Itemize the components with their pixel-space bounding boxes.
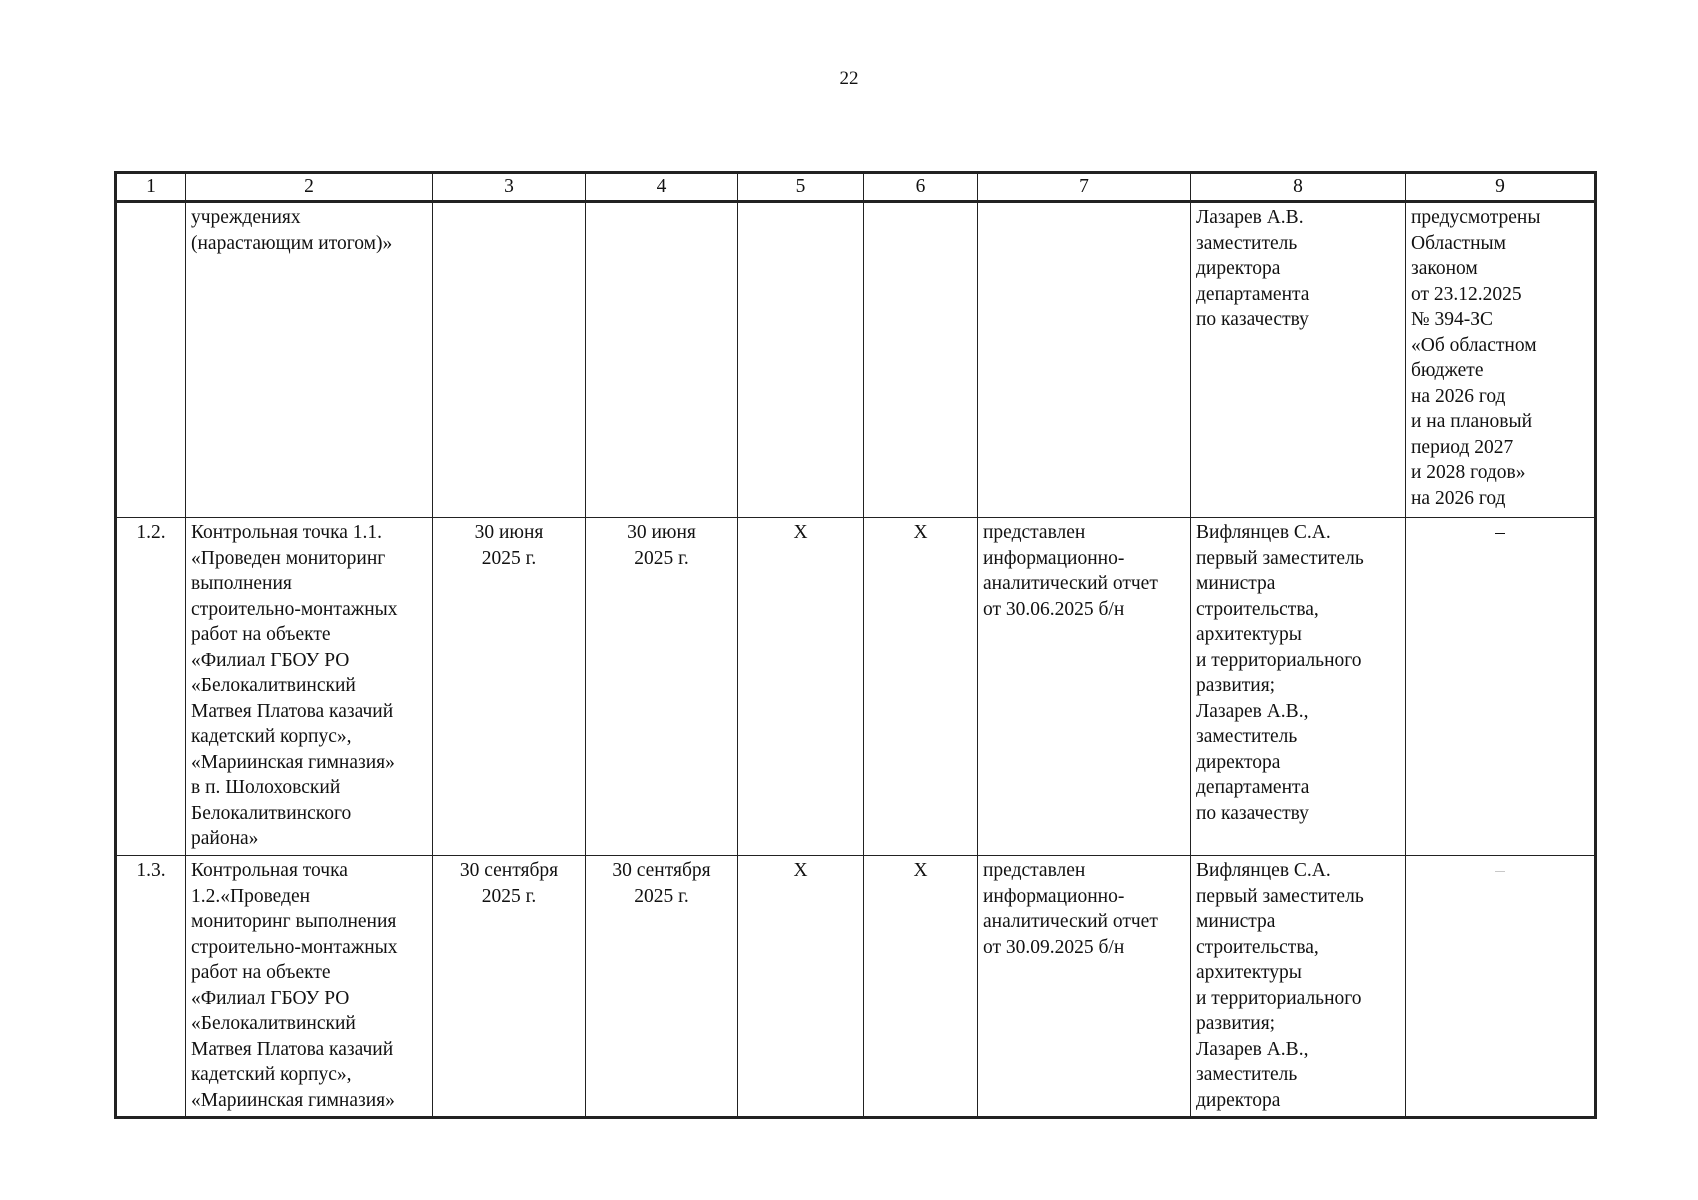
responsible-cell: Вифлянцев С.А. первый заместитель министра строительства, архитектуры и территориального развития; Лазарев А.В., заместитель директора департамента по казачеству — [1191, 518, 1406, 856]
table-row — [116, 518, 1596, 856]
table-row — [116, 856, 1596, 1118]
event-name-cell: учреждениях (нарастающим итогом)» — [186, 202, 433, 518]
column-header-8: 8 — [1191, 173, 1406, 202]
actual-date-cell — [586, 202, 738, 518]
funding-cell: – — [1406, 518, 1596, 856]
col6-cell: Х — [864, 856, 978, 1118]
column-header-7: 7 — [978, 173, 1191, 202]
actual-date-cell: 30 сентября 2025 г. — [586, 856, 738, 1118]
column-header-4: 4 — [586, 173, 738, 202]
row-number-cell: 1.2. — [116, 518, 186, 856]
funding-cell: предусмотрены Областным законом от 23.12.2025 № 394-ЗС «Об областном бюджете на 2026 год и на плановый период 2027 и 2028 годов» на 2026 год — [1406, 202, 1596, 518]
col6-cell: Х — [864, 518, 978, 856]
col5-cell: Х — [738, 518, 864, 856]
table-row — [116, 202, 1596, 518]
col5-cell — [738, 202, 864, 518]
planned-date-cell — [433, 202, 586, 518]
responsible-cell: Вифлянцев С.А. первый заместитель министра строительства, архитектуры и территориального развития; Лазарев А.В., заместитель директора — [1191, 856, 1406, 1118]
table-header-row — [116, 173, 1596, 202]
column-header-2: 2 — [186, 173, 433, 202]
event-name-cell: Контрольная точка 1.1. «Проведен мониторинг выполнения строительно-монтажных работ на объекте «Филиал ГБОУ РО «Белокалитвинский Матвея Платова казачий кадетский корпус», «Мариинская гимназия» в п. Шолоховский Белокалитвинского района» — [186, 518, 433, 856]
planned-date-cell: 30 июня 2025 г. — [433, 518, 586, 856]
result-cell: представлен информационно- аналитический отчет от 30.06.2025 б/н — [978, 518, 1191, 856]
column-header-5: 5 — [738, 173, 864, 202]
col6-cell — [864, 202, 978, 518]
page-number: 22 — [839, 68, 859, 89]
column-header-3: 3 — [433, 173, 586, 202]
column-header-9: 9 — [1406, 173, 1596, 202]
result-cell: представлен информационно- аналитический отчет от 30.09.2025 б/н — [978, 856, 1191, 1118]
event-name-cell: Контрольная точка 1.2.«Проведен мониторинг выполнения строительно-монтажных работ на объекте «Филиал ГБОУ РО «Белокалитвинский Матвея Платова казачий кадетский корпус», «Мариинская гимназия» — [186, 856, 433, 1118]
planned-date-cell: 30 сентября 2025 г. — [433, 856, 586, 1118]
result-cell — [978, 202, 1191, 518]
responsible-cell: Лазарев А.В. заместитель директора департамента по казачеству — [1191, 202, 1406, 518]
plan-table — [114, 171, 1597, 1119]
actual-date-cell: 30 июня 2025 г. — [586, 518, 738, 856]
column-header-6: 6 — [864, 173, 978, 202]
funding-cell: – — [1406, 856, 1596, 1118]
row-number-cell — [116, 202, 186, 518]
row-number-cell: 1.3. — [116, 856, 186, 1118]
col5-cell: Х — [738, 856, 864, 1118]
column-header-1: 1 — [116, 173, 186, 202]
